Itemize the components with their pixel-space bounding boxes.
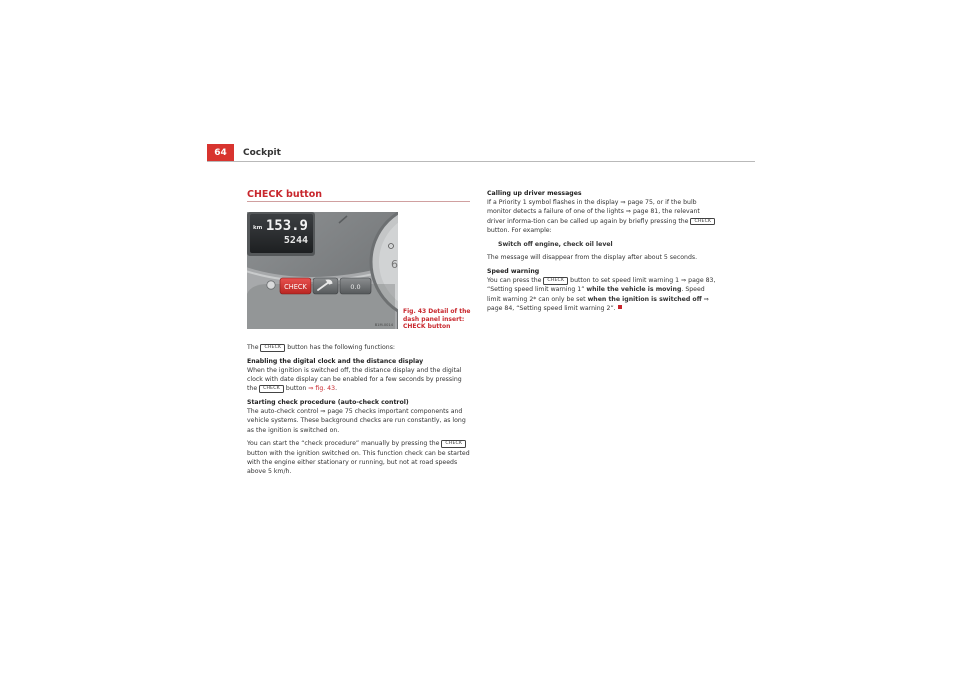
display-trip: 153.9 [265,218,308,234]
clock-text-end: . [335,385,338,393]
paragraph-digital-clock [247,366,472,394]
section-title: CHECK button [247,189,322,200]
section-rule [247,201,470,202]
speed-text-start: You can press the [487,277,544,285]
speed-text-bold-moving: while the vehicle is moving [586,286,682,294]
trip-reset-label: 0.0 [350,283,361,291]
display-km-label: km [253,225,263,231]
right-column [487,189,719,317]
chapter-title: Cockpit [243,148,281,158]
knob-button [267,281,275,289]
messages-text-end: button. For example: [487,226,552,234]
dash-panel-figure [247,212,398,329]
check-key-symbol: CHECK [260,344,285,352]
left-column [247,343,472,481]
speed-text-c: ⇒ page 84, “Setting speed limit warning 2”. [487,295,709,312]
paragraph-auto-check: The auto-check control ⇒ page 75 checks important components and vehicle systems. These background checks are run constantly, as long as the ignition is switched on. [247,408,466,434]
paragraph-speed-warning [487,276,719,313]
figure-reference-link[interactable]: ⇒ fig. 43 [308,385,336,393]
image-code: B1M-0014 [374,323,393,327]
check-key-symbol: CHECK [543,277,568,285]
service-button [313,278,338,294]
speed-text-a: button to set speed limit warning 1 ⇒ page 83, “Setting speed limit warning 1” [487,277,716,294]
clock-text-mid: button [283,385,309,393]
check-key-symbol: CHECK [690,218,715,226]
check-key-symbol: CHECK [259,385,284,393]
intro-text-start: The [247,344,261,351]
paragraph-driver-messages [487,198,719,235]
heading-speed-warning: Speed warning [487,267,540,275]
heading-auto-check: Starting check procedure (auto-check control) [247,399,409,407]
heading-digital-clock: Enabling the digital clock and the distance display [247,357,424,365]
speed-text-bold-ignition: when the ignition is switched off [587,295,702,303]
page-number: 64 [207,144,234,161]
speed-text-b: . Speed limit warning 2* can only be set [487,286,705,303]
section-end-icon [618,305,622,309]
dash-panel-illustration [247,212,398,329]
check-key-symbol: CHECK [441,440,466,448]
check-button-label: CHECK [284,283,307,291]
messages-text-start: If a Priority 1 symbol flashes in the display ⇒ page 75, or if the bulb monitor detects a failure of one of the lights ⇒ page 81, the relevant driver informa-tion can be called up again by briefly pressing the [487,199,700,225]
clock-text-start: When the ignition is switched off, the distance display and the digital clock with date display can be enabled for a few seconds by pressing the [247,366,462,393]
paragraph-check-procedure [247,439,472,476]
intro-paragraph [247,343,472,352]
intro-text-end: button has the following functions: [285,344,396,351]
gauge-digit: 6 [391,258,398,271]
procedure-text-start: You can start the “check procedure” manually by pressing the [247,440,442,448]
paragraph-message-timeout: The message will disappear from the display after about 5 seconds. [487,254,698,262]
example-message: Switch off engine, check oil level [498,240,613,248]
heading-driver-messages: Calling up driver messages [487,190,582,197]
procedure-text-end: button with the ignition switched on. This function check can be started with the engine either stationary or running, but not at road speeds above 5 km/h. [247,449,470,475]
header-rule [207,161,755,162]
display-odometer: 5244 [283,235,308,246]
figure-caption: Fig. 43 Detail of the dash panel insert: CHECK button [403,308,471,330]
